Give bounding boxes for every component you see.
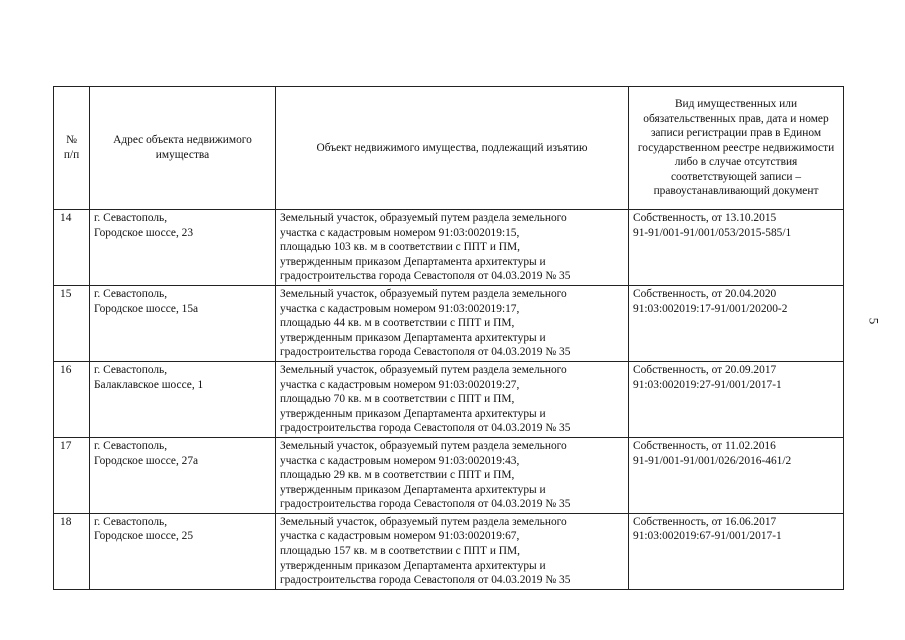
header-address: Адрес объекта недвижимого имущества <box>90 87 276 210</box>
row-rights: Собственность, от 20.09.2017 91:03:002019:27-91/001/2017-1 <box>629 361 844 437</box>
row-object: Земельный участок, образуемый путем раздела земельного участка с кадастровым номером 91:03:002019:43, площадью 29 кв. м в соответствии с ППТ и ПМ, утвержденным приказом Департамента архитектуры и градостроительства города Севастополя от 04.03.2019 № 35 <box>276 437 629 513</box>
table-row <box>54 513 844 589</box>
table-row <box>54 210 844 286</box>
row-object: Земельный участок, образуемый путем раздела земельного участка с кадастровым номером 91:03:002019:27, площадью 70 кв. м в соответствии с ППТ и ПМ, утвержденным приказом Департамента архитектуры и градостроительства города Севастополя от 04.03.2019 № 35 <box>276 361 629 437</box>
row-rights: Собственность, от 20.04.2020 91:03:002019:17-91/001/20200-2 <box>629 285 844 361</box>
row-num: 14 <box>54 210 90 286</box>
row-address: г. Севастополь, Городское шоссе, 25 <box>90 513 276 589</box>
table-row <box>54 361 844 437</box>
page-number: 5 <box>866 317 882 325</box>
row-address: г. Севастополь, Городское шоссе, 23 <box>90 210 276 286</box>
header-num: № п/п <box>54 87 90 210</box>
table-header-row <box>54 87 844 210</box>
header-object: Объект недвижимого имущества, подлежащий изъятию <box>276 87 629 210</box>
row-rights: Собственность, от 16.06.2017 91:03:002019:67-91/001/2017-1 <box>629 513 844 589</box>
row-num: 15 <box>54 285 90 361</box>
row-object: Земельный участок, образуемый путем раздела земельного участка с кадастровым номером 91:03:002019:17, площадью 44 кв. м в соответствии с ППТ и ПМ, утвержденным приказом Департамента архитектуры и градостроительства города Севастополя от 04.03.2019 № 35 <box>276 285 629 361</box>
table-row <box>54 437 844 513</box>
table-row <box>54 285 844 361</box>
row-rights: Собственность, от 11.02.2016 91-91/001-91/001/026/2016-461/2 <box>629 437 844 513</box>
header-rights: Вид имущественных или обязательственных прав, дата и номер записи регистрации прав в Едином государственном реестре недвижимости либо в случае отсутствия соответствующей записи – правоустанавливающий документ <box>629 87 844 210</box>
row-object: Земельный участок, образуемый путем раздела земельного участка с кадастровым номером 91:03:002019:15, площадью 103 кв. м в соответствии с ППТ и ПМ, утвержденным приказом Департамента архитектуры и градостроительства города Севастополя от 04.03.2019 № 35 <box>276 210 629 286</box>
row-num: 17 <box>54 437 90 513</box>
row-object: Земельный участок, образуемый путем раздела земельного участка с кадастровым номером 91:03:002019:67, площадью 157 кв. м в соответствии с ППТ и ПМ, утвержденным приказом Департамента архитектуры и градостроительства города Севастополя от 04.03.2019 № 35 <box>276 513 629 589</box>
row-num: 18 <box>54 513 90 589</box>
row-address: г. Севастополь, Городское шоссе, 15а <box>90 285 276 361</box>
row-num: 16 <box>54 361 90 437</box>
row-address: г. Севастополь, Балаклавское шоссе, 1 <box>90 361 276 437</box>
row-rights: Собственность, от 13.10.2015 91-91/001-91/001/053/2015-585/1 <box>629 210 844 286</box>
property-table <box>53 86 844 590</box>
row-address: г. Севастополь, Городское шоссе, 27а <box>90 437 276 513</box>
